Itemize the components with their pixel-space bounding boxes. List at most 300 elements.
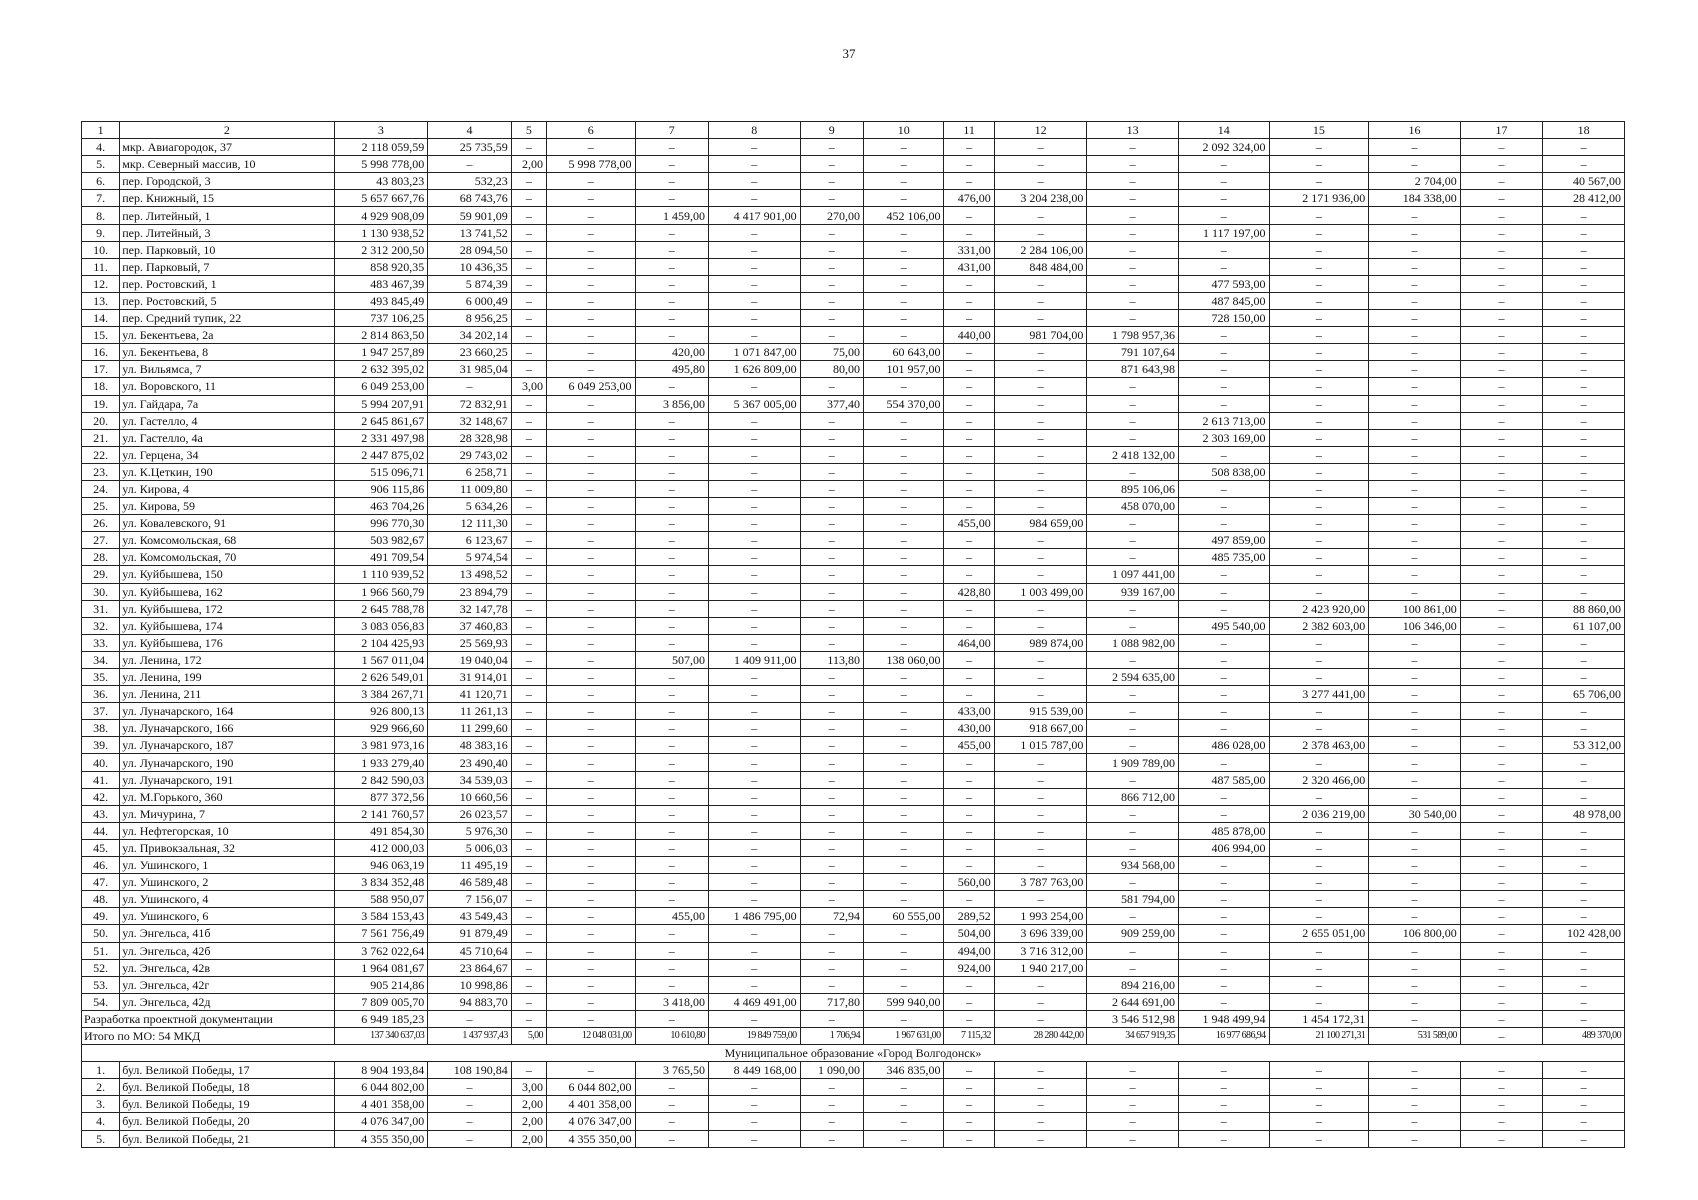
value-cell: –	[994, 224, 1087, 241]
value-cell: –	[546, 976, 635, 993]
value-cell: –	[994, 292, 1087, 309]
value-cell: –	[994, 446, 1087, 463]
value-cell: 8 449 168,00	[708, 1062, 800, 1079]
address-cell: пер. Ростовский, 5	[120, 292, 334, 309]
table-row	[82, 600, 1625, 617]
value-cell: –	[708, 959, 800, 976]
value-cell: –	[994, 976, 1087, 993]
value-cell: –	[1369, 788, 1461, 805]
value-cell: 939 167,00	[1087, 583, 1179, 600]
value-cell: 1 117 197,00	[1178, 224, 1269, 241]
column-header-18: 18	[1543, 122, 1625, 139]
value-cell: –	[635, 310, 708, 327]
row-number-cell: 22.	[82, 446, 120, 463]
value-cell: 59 901,09	[428, 207, 512, 224]
value-cell: 2 613 713,00	[1178, 412, 1269, 429]
value-cell: –	[1269, 788, 1369, 805]
value-cell: –	[863, 190, 944, 207]
address-cell: пер. Книжный, 15	[120, 190, 334, 207]
column-header-13: 13	[1087, 122, 1179, 139]
table-row	[82, 446, 1625, 463]
value-cell: –	[635, 139, 708, 156]
value-cell: –	[1460, 617, 1543, 634]
value-cell: –	[1460, 891, 1543, 908]
address-cell: ул. Герцена, 34	[120, 446, 334, 463]
value-cell: –	[944, 378, 994, 395]
value-cell: –	[708, 703, 800, 720]
value-cell: –	[1369, 446, 1461, 463]
value-cell: –	[546, 224, 635, 241]
value-cell: –	[1178, 1113, 1269, 1130]
value-cell: 2,00	[511, 156, 546, 173]
value-cell: –	[1543, 976, 1625, 993]
value-cell: 554 370,00	[863, 395, 944, 412]
value-cell: –	[1543, 720, 1625, 737]
value-cell: 72 832,91	[428, 395, 512, 412]
value-cell: –	[1087, 292, 1179, 309]
row-number-cell: 3.	[82, 1096, 120, 1113]
value-cell: –	[1543, 275, 1625, 292]
value-cell: –	[1369, 258, 1461, 275]
value-cell: 6 049 253,00	[546, 378, 635, 395]
value-cell: 1 948 499,94	[1178, 1010, 1269, 1027]
value-cell: 21 100 271,31	[1269, 1027, 1369, 1044]
value-cell: –	[1460, 669, 1543, 686]
value-cell: –	[546, 874, 635, 891]
value-cell: –	[635, 976, 708, 993]
value-cell: –	[1543, 891, 1625, 908]
value-cell: –	[1543, 1010, 1625, 1027]
value-cell: –	[511, 258, 546, 275]
value-cell: –	[994, 686, 1087, 703]
row-number-cell: 24.	[82, 480, 120, 497]
value-cell: –	[994, 156, 1087, 173]
value-cell: –	[1178, 258, 1269, 275]
value-cell: 495,80	[635, 361, 708, 378]
value-cell: –	[511, 429, 546, 446]
value-cell: –	[546, 942, 635, 959]
value-cell: 5,00	[511, 1027, 546, 1044]
value-cell: –	[546, 651, 635, 668]
value-cell: 483 467,39	[334, 275, 428, 292]
value-cell: –	[1543, 566, 1625, 583]
row-number-cell: 2.	[82, 1079, 120, 1096]
value-cell: –	[1460, 378, 1543, 395]
value-cell: –	[994, 669, 1087, 686]
value-cell: –	[1460, 993, 1543, 1010]
column-header-11: 11	[944, 122, 994, 139]
value-cell: –	[863, 412, 944, 429]
value-cell: –	[863, 771, 944, 788]
value-cell: –	[635, 583, 708, 600]
value-cell: 4 076 347,00	[546, 1113, 635, 1130]
value-cell: 2 382 603,00	[1269, 617, 1369, 634]
value-cell: 8 904 193,84	[334, 1062, 428, 1079]
value-cell: –	[511, 822, 546, 839]
value-cell: 494,00	[944, 942, 994, 959]
value-cell: –	[1460, 498, 1543, 515]
value-cell: –	[944, 549, 994, 566]
value-cell: –	[1087, 549, 1179, 566]
row-number-cell: 32.	[82, 617, 120, 634]
value-cell: –	[1369, 327, 1461, 344]
value-cell: –	[1369, 839, 1461, 856]
value-cell: 2 842 590,03	[334, 771, 428, 788]
value-cell: –	[1543, 327, 1625, 344]
value-cell: –	[863, 925, 944, 942]
value-cell: –	[1369, 1010, 1461, 1027]
value-cell: –	[708, 720, 800, 737]
table-row	[82, 993, 1625, 1010]
value-cell: –	[1269, 1079, 1369, 1096]
value-cell: 45 710,64	[428, 942, 512, 959]
value-cell: 493 845,49	[334, 292, 428, 309]
value-cell: –	[1460, 173, 1543, 190]
value-cell: –	[635, 480, 708, 497]
value-cell: –	[1178, 686, 1269, 703]
value-cell: –	[546, 737, 635, 754]
value-cell: 3 696 339,00	[994, 925, 1087, 942]
row-number-cell: 50.	[82, 925, 120, 942]
value-cell: –	[511, 139, 546, 156]
value-cell: –	[863, 600, 944, 617]
value-cell: –	[1543, 258, 1625, 275]
value-cell: –	[994, 378, 1087, 395]
value-cell: 406 994,00	[1178, 839, 1269, 856]
value-cell: –	[1460, 1010, 1543, 1027]
value-cell: –	[546, 498, 635, 515]
table-row	[82, 258, 1625, 275]
address-cell: ул. Кирова, 4	[120, 480, 334, 497]
value-cell: –	[1178, 942, 1269, 959]
budget-table	[81, 121, 1625, 1148]
value-cell: 491 854,30	[334, 822, 428, 839]
column-header-9: 9	[800, 122, 863, 139]
value-cell: –	[800, 822, 863, 839]
value-cell: –	[863, 378, 944, 395]
value-cell: 100 861,00	[1369, 600, 1461, 617]
column-header-17: 17	[1460, 122, 1543, 139]
value-cell: –	[1369, 1113, 1461, 1130]
value-cell: –	[800, 1130, 863, 1147]
value-cell: –	[1269, 395, 1369, 412]
value-cell: –	[708, 839, 800, 856]
value-cell: –	[1460, 207, 1543, 224]
value-cell: –	[1460, 156, 1543, 173]
value-cell: 1 626 809,00	[708, 361, 800, 378]
row-number-cell: 34.	[82, 651, 120, 668]
value-cell: 491 709,54	[334, 549, 428, 566]
value-cell: –	[994, 566, 1087, 583]
value-cell: 28 094,50	[428, 241, 512, 258]
value-cell: –	[511, 583, 546, 600]
value-cell: –	[863, 805, 944, 822]
value-cell: –	[1460, 976, 1543, 993]
value-cell: 41 120,71	[428, 686, 512, 703]
value-cell: –	[708, 480, 800, 497]
value-cell: 428,80	[944, 583, 994, 600]
value-cell: –	[1087, 617, 1179, 634]
value-cell: –	[546, 190, 635, 207]
value-cell: –	[994, 532, 1087, 549]
value-cell: 2 141 760,57	[334, 805, 428, 822]
value-cell: –	[1087, 942, 1179, 959]
value-cell: –	[944, 617, 994, 634]
value-cell: 29 743,02	[428, 446, 512, 463]
value-cell: –	[1460, 703, 1543, 720]
column-header-5: 5	[511, 122, 546, 139]
value-cell: –	[1543, 378, 1625, 395]
value-cell: 5 994 207,91	[334, 395, 428, 412]
value-cell: 894 216,00	[1087, 976, 1179, 993]
value-cell: –	[1178, 480, 1269, 497]
table-row	[82, 1130, 1625, 1147]
table-row	[82, 959, 1625, 976]
value-cell: –	[800, 874, 863, 891]
value-cell: –	[1087, 703, 1179, 720]
value-cell: 377,40	[800, 395, 863, 412]
value-cell: –	[1460, 275, 1543, 292]
address-cell: ул. Ушинского, 6	[120, 908, 334, 925]
value-cell: –	[863, 224, 944, 241]
value-cell: –	[635, 788, 708, 805]
value-cell: –	[1269, 429, 1369, 446]
value-cell: –	[1087, 207, 1179, 224]
value-cell: –	[1087, 959, 1179, 976]
value-cell: 34 657 919,35	[1087, 1027, 1179, 1044]
value-cell: 101 957,00	[863, 361, 944, 378]
value-cell: –	[708, 737, 800, 754]
column-header-2: 2	[120, 122, 334, 139]
value-cell: –	[1460, 857, 1543, 874]
value-cell: –	[1460, 549, 1543, 566]
value-cell: 463 704,26	[334, 498, 428, 515]
value-cell: 1 454 172,31	[1269, 1010, 1369, 1027]
value-cell: –	[800, 1010, 863, 1027]
table-row	[82, 788, 1625, 805]
value-cell: –	[1369, 395, 1461, 412]
address-cell: ул. Энгельса, 41б	[120, 925, 334, 942]
value-cell: –	[708, 1079, 800, 1096]
address-cell: ул. Луначарского, 164	[120, 703, 334, 720]
row-number-cell: 29.	[82, 566, 120, 583]
value-cell: –	[708, 1113, 800, 1130]
table-row	[82, 498, 1625, 515]
value-cell: –	[708, 412, 800, 429]
value-cell: 19 040,04	[428, 651, 512, 668]
value-cell: –	[546, 549, 635, 566]
value-cell: –	[511, 515, 546, 532]
value-cell: 485 878,00	[1178, 822, 1269, 839]
table-row	[82, 857, 1625, 874]
value-cell: –	[1369, 976, 1461, 993]
value-cell: –	[1269, 1113, 1369, 1130]
row-number-cell: 44.	[82, 822, 120, 839]
value-cell: –	[944, 805, 994, 822]
value-cell: –	[1269, 822, 1369, 839]
value-cell: 440,00	[944, 327, 994, 344]
value-cell: –	[1269, 993, 1369, 1010]
value-cell: 6 258,71	[428, 463, 512, 480]
value-cell: –	[944, 224, 994, 241]
value-cell: 909 259,00	[1087, 925, 1179, 942]
value-cell: –	[800, 292, 863, 309]
value-cell: 906 115,86	[334, 480, 428, 497]
value-cell: 60 643,00	[863, 344, 944, 361]
value-cell: –	[1269, 908, 1369, 925]
value-cell: –	[1087, 874, 1179, 891]
value-cell: –	[511, 327, 546, 344]
value-cell: –	[1269, 446, 1369, 463]
value-cell: –	[863, 480, 944, 497]
address-cell: мкр. Северный массив, 10	[120, 156, 334, 173]
value-cell: –	[1460, 310, 1543, 327]
value-cell: –	[1178, 1079, 1269, 1096]
value-cell: 581 794,00	[1087, 891, 1179, 908]
value-cell: –	[994, 857, 1087, 874]
value-cell: –	[1543, 1079, 1625, 1096]
value-cell: –	[944, 173, 994, 190]
value-cell: –	[546, 720, 635, 737]
value-cell: –	[546, 566, 635, 583]
value-cell: –	[1460, 908, 1543, 925]
value-cell: –	[1460, 1130, 1543, 1147]
value-cell: –	[1269, 891, 1369, 908]
value-cell: –	[511, 412, 546, 429]
value-cell: –	[944, 429, 994, 446]
value-cell: –	[546, 310, 635, 327]
value-cell: –	[800, 224, 863, 241]
value-cell: –	[1178, 583, 1269, 600]
value-cell: 2 092 324,00	[1178, 139, 1269, 156]
value-cell: 431,00	[944, 258, 994, 275]
row-number-cell: 51.	[82, 942, 120, 959]
value-cell: –	[863, 959, 944, 976]
row-number-cell: 36.	[82, 686, 120, 703]
value-cell: 3 762 022,64	[334, 942, 428, 959]
row-number-cell: 18.	[82, 378, 120, 395]
value-cell: –	[1369, 686, 1461, 703]
value-cell: –	[1460, 446, 1543, 463]
row-number-cell: 30.	[82, 583, 120, 600]
row-number-cell: 5.	[82, 1130, 120, 1147]
value-cell: –	[1178, 993, 1269, 1010]
value-cell: –	[1543, 669, 1625, 686]
value-cell: 30 540,00	[1369, 805, 1461, 822]
value-cell: –	[1369, 1096, 1461, 1113]
value-cell: 984 659,00	[994, 515, 1087, 532]
value-cell: 737 106,25	[334, 310, 428, 327]
value-cell: –	[1543, 515, 1625, 532]
value-cell: 12 048 031,00	[546, 1027, 635, 1044]
value-cell: –	[635, 600, 708, 617]
value-cell: –	[944, 532, 994, 549]
page-number: 37	[842, 46, 856, 61]
value-cell: –	[708, 874, 800, 891]
value-cell: –	[944, 412, 994, 429]
value-cell: –	[1543, 788, 1625, 805]
value-cell: 11 495,19	[428, 857, 512, 874]
table-row	[82, 822, 1625, 839]
value-cell: –	[635, 737, 708, 754]
value-cell: –	[994, 395, 1087, 412]
value-cell: –	[994, 480, 1087, 497]
value-cell: –	[1460, 651, 1543, 668]
value-cell: –	[1460, 532, 1543, 549]
value-cell: –	[994, 1113, 1087, 1130]
value-cell: –	[1087, 241, 1179, 258]
value-cell: –	[1460, 1079, 1543, 1096]
value-cell: –	[635, 720, 708, 737]
value-cell: –	[428, 1010, 512, 1027]
value-cell: –	[1178, 669, 1269, 686]
value-cell: 2 331 497,98	[334, 429, 428, 446]
value-cell: –	[708, 617, 800, 634]
row-number-cell: 12.	[82, 275, 120, 292]
value-cell: –	[800, 258, 863, 275]
value-cell: 1 947 257,89	[334, 344, 428, 361]
value-cell: –	[546, 754, 635, 771]
value-cell: 289,52	[944, 908, 994, 925]
value-cell: –	[1543, 1130, 1625, 1147]
value-cell: –	[1087, 378, 1179, 395]
value-cell: –	[994, 600, 1087, 617]
address-cell: ул. М.Горького, 360	[120, 788, 334, 805]
value-cell: –	[635, 703, 708, 720]
value-cell: –	[944, 839, 994, 856]
value-cell: 420,00	[635, 344, 708, 361]
value-cell: –	[1087, 412, 1179, 429]
value-cell: –	[1178, 327, 1269, 344]
value-cell: 3 716 312,00	[994, 942, 1087, 959]
value-cell: 1 437 937,43	[428, 1027, 512, 1044]
value-cell: –	[1269, 634, 1369, 651]
value-cell: –	[1543, 532, 1625, 549]
value-cell: –	[863, 1079, 944, 1096]
value-cell: –	[1269, 583, 1369, 600]
value-cell: –	[1178, 720, 1269, 737]
value-cell: –	[546, 139, 635, 156]
address-cell: ул. Ленина, 199	[120, 669, 334, 686]
value-cell: –	[708, 429, 800, 446]
value-cell: –	[635, 839, 708, 856]
value-cell: –	[1178, 378, 1269, 395]
value-cell: 106 346,00	[1369, 617, 1461, 634]
value-cell: –	[546, 463, 635, 480]
value-cell: –	[511, 310, 546, 327]
value-cell: –	[1543, 224, 1625, 241]
table-row	[82, 139, 1625, 156]
value-cell: 32 147,78	[428, 600, 512, 617]
value-cell: –	[944, 788, 994, 805]
value-cell: –	[511, 942, 546, 959]
table-row	[82, 463, 1625, 480]
address-cell: ул. Куйбышева, 176	[120, 634, 334, 651]
value-cell: –	[994, 463, 1087, 480]
value-cell: –	[1369, 891, 1461, 908]
table-row	[82, 805, 1625, 822]
value-cell: –	[428, 1113, 512, 1130]
value-cell: –	[546, 669, 635, 686]
value-cell: –	[546, 600, 635, 617]
value-cell: –	[944, 1079, 994, 1096]
value-cell: –	[800, 959, 863, 976]
value-cell: 1 909 789,00	[1087, 754, 1179, 771]
value-cell: 88 860,00	[1543, 600, 1625, 617]
value-cell: –	[800, 498, 863, 515]
value-cell: –	[800, 549, 863, 566]
value-cell: 717,80	[800, 993, 863, 1010]
